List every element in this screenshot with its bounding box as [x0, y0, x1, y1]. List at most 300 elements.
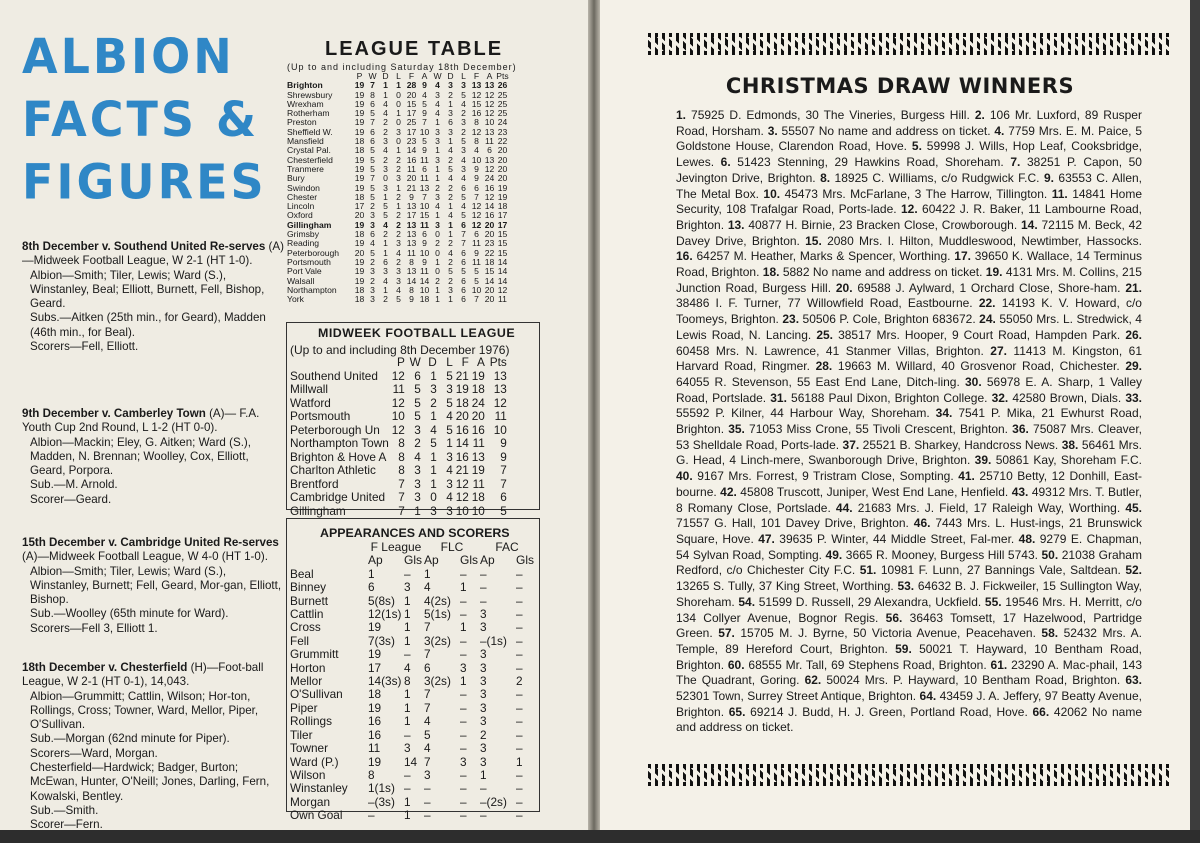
winner-number: 11. — [1051, 186, 1068, 201]
table-cell: Watford — [290, 395, 331, 410]
table-cell: 6 — [370, 229, 375, 240]
match-line: Scorer—Geard. — [30, 492, 112, 506]
table-cell: – — [516, 727, 523, 742]
table-cell: 3 — [414, 490, 421, 504]
table-cell: 18 — [354, 229, 365, 240]
table-cell: – — [516, 687, 523, 702]
table-cell: 5 — [370, 108, 375, 119]
column-header: L — [446, 355, 453, 369]
table-cell: 21 — [455, 463, 469, 477]
table-cell: 13 — [493, 382, 507, 396]
table-cell: 1 — [435, 210, 440, 221]
table-cell: 4 — [448, 173, 453, 184]
table-cell: – — [460, 647, 467, 662]
table-cell: 18 — [455, 395, 469, 410]
table-cell: 3 — [446, 449, 453, 464]
table-row — [290, 635, 534, 648]
table-cell: 12 — [471, 210, 482, 221]
match-report — [22, 240, 284, 354]
winner-number: 16. — [676, 249, 693, 264]
winner-text: 11413 M. Kingston, 61 Harvard Road, Ringmer. — [676, 343, 1142, 374]
winner-number: 37. — [842, 437, 860, 452]
table-cell: 17 — [406, 126, 417, 137]
table-cell: –(1s) — [480, 633, 507, 648]
table-cell: 9 — [409, 191, 414, 202]
table-cell: Morgan — [290, 794, 330, 809]
table-cell: 19 — [354, 182, 365, 193]
table-cell: 2 — [435, 275, 440, 286]
winner-number: 19. — [985, 265, 1003, 280]
winner-text: 13265 S. Tully, 37 King Street, Worthing. — [676, 579, 894, 594]
table-cell: 1 — [435, 294, 440, 305]
table-cell: 2 — [448, 154, 453, 165]
winner-number: 36. — [1012, 422, 1029, 437]
table-cell: 3 — [370, 266, 375, 277]
winner-text: 71053 Miss Crone, 55 Tivoli Crescent, Brighton. — [749, 422, 1009, 437]
table-cell: 3 — [383, 182, 388, 193]
table-cell: 9 — [474, 163, 479, 174]
table-cell: – — [460, 767, 467, 782]
table-cell: 18 — [484, 256, 495, 267]
table-cell: 15 — [406, 98, 417, 109]
table-row — [290, 729, 534, 742]
table-cell: 4 — [461, 98, 466, 109]
column-header: A — [421, 71, 428, 81]
match-title: 8th December v. Southend United Re-serves — [22, 240, 266, 253]
table-cell: Gillingham — [290, 503, 346, 518]
winner-text: 9279 E. Chapman, 54 Sylvan Road, Sompting. — [676, 531, 1142, 562]
table-cell: – — [480, 593, 487, 608]
table-cell: 3 — [435, 219, 440, 230]
table-cell: 19 — [354, 98, 365, 109]
table-cell: 18 — [471, 490, 485, 504]
table-cell: 3 — [396, 266, 401, 277]
winner-number: 45. — [1125, 500, 1143, 515]
table-cell: Wrexham — [287, 98, 324, 109]
table-cell: – — [460, 607, 467, 622]
winner-number: 47. — [758, 531, 775, 546]
table-cell: 0 — [396, 89, 401, 100]
match-report — [22, 407, 284, 507]
match-result: (H)—Foot-ball League, W 2-1 (HT 0-1), 14,043. — [22, 661, 264, 689]
winner-entry — [728, 422, 1012, 436]
table-cell: 19 — [354, 173, 365, 184]
table-cell: Grimsby — [287, 229, 319, 240]
table-cell: 8 — [370, 89, 375, 100]
table-cell: Southend United — [290, 368, 378, 383]
match-title: 18th December v. Chesterfield — [22, 661, 188, 674]
table-cell: 4 — [448, 210, 453, 221]
table-cell: 13 — [484, 80, 495, 91]
table-cell: 3 — [480, 700, 487, 715]
table-cell: 20 — [484, 229, 495, 240]
table-cell: 9 — [409, 294, 414, 305]
column-header: W — [433, 71, 442, 81]
table-cell: Crystal Pal. — [287, 145, 331, 156]
table-cell: – — [404, 781, 411, 796]
winner-number: 25. — [816, 327, 833, 342]
table-cell: 5 — [446, 368, 453, 383]
table-cell: 18 — [354, 191, 365, 202]
table-cell: 4 — [424, 741, 431, 756]
table-row — [290, 796, 534, 809]
table-cell: 12 — [471, 89, 482, 100]
table-cell: 3 — [404, 580, 411, 595]
table-cell: Horton — [290, 660, 326, 675]
table-cell: 1 — [448, 294, 453, 305]
table-cell: 10 — [484, 117, 495, 128]
table-cell: 19 — [497, 182, 508, 193]
table-cell: 19 — [368, 647, 382, 662]
table-cell: 6 — [414, 368, 421, 383]
winner-number: 18. — [762, 265, 780, 280]
decorative-border-top — [648, 33, 1170, 55]
winner-text: 69214 J. Budd, H. J. Green, Portland Road, Hove. — [750, 704, 1028, 719]
table-cell: 5 — [370, 191, 375, 202]
table-cell: Chesterfield — [287, 154, 333, 165]
table-cell: – — [460, 781, 467, 796]
table-cell: 11 — [472, 436, 485, 450]
table-cell: 6 — [474, 182, 479, 193]
table-cell: 18 — [354, 136, 365, 147]
table-cell: 5 — [461, 89, 466, 100]
winner-number: 53. — [897, 579, 915, 594]
table-cell: Lincoln — [287, 201, 315, 212]
table-cell: 1 — [448, 229, 453, 240]
table-cell: 6 — [422, 229, 427, 240]
table-cell: Tiler — [290, 727, 313, 742]
table-cell: 19 — [368, 754, 382, 769]
table-cell: 12 — [471, 219, 482, 230]
table-cell: 0 — [396, 117, 401, 128]
table-cell: 16 — [455, 422, 469, 437]
winner-text: 25710 Betty, 12 Donhill, East-bourne. — [676, 469, 1142, 499]
table-cell: 20 — [497, 154, 508, 165]
table-cell: 4 — [383, 108, 388, 119]
winner-text: 25521 B. Sharkey, Handcross News. — [862, 437, 1059, 452]
table-cell: 5 — [474, 275, 479, 286]
table-cell: Burnett — [290, 593, 329, 608]
table-cell: 6 — [422, 163, 427, 174]
match-line: Albion—Mackin; Eley, G. Aitken; Ward (S.), Madden, N. Brennan; Woolley, Cox, Elliott, Geard, Porpora. — [30, 435, 251, 478]
match-line: Sub.—M. Arnold. — [30, 478, 118, 492]
winner-number: 3. — [767, 123, 778, 138]
table-cell: Port Vale — [287, 266, 322, 277]
table-cell: 1 — [396, 145, 401, 156]
winner-text: 39650 K. Wallace, 14 Terminus Road, Brighton. — [676, 249, 1142, 280]
table-cell: 2 — [383, 154, 388, 165]
winner-text: 55592 P. Kilner, 44 Harbour Way, Shoreham. — [676, 406, 930, 421]
winner-text: 38486 I. F. Turner, 77 Willowfield Road, Eastbourne. — [676, 296, 973, 311]
table-cell: – — [480, 580, 487, 595]
table-cell: 17 — [368, 660, 382, 675]
table-cell: 4 — [448, 145, 453, 156]
winner-number: 27. — [990, 343, 1007, 358]
table-cell: 13 — [471, 80, 482, 91]
column-header: P — [356, 71, 363, 81]
table-cell: 2 — [396, 256, 401, 267]
table-cell: 3 — [480, 660, 487, 675]
match-report — [22, 536, 284, 636]
table-cell: 7 — [422, 191, 427, 202]
winner-entry — [728, 658, 991, 672]
table-cell: 1 — [404, 687, 411, 702]
winner-number: 26. — [1125, 327, 1143, 342]
table-cell: 24 — [471, 395, 485, 410]
table-cell: 1 — [383, 284, 388, 295]
table-cell: 4 — [422, 89, 427, 100]
winner-text: 63553 C. Allen, The Metal Box. — [676, 170, 1143, 201]
table-cell: 25 — [497, 108, 508, 119]
winner-text: 2080 Mrs. I. Hilton, Muddleswood, Newtimber, Hassocks. — [827, 233, 1142, 248]
table-cell: – — [516, 781, 523, 796]
table-cell: – — [460, 700, 467, 715]
table-cell: 3 — [460, 754, 467, 769]
table-cell: 2 — [461, 126, 466, 137]
table-cell: 9 — [500, 449, 507, 464]
table-cell: 13 — [493, 368, 507, 383]
table-cell: 3 — [480, 714, 487, 729]
group-header: FAC — [495, 540, 519, 554]
table-cell: 21 — [406, 182, 417, 193]
table-cell: Binney — [290, 580, 327, 595]
winner-entry — [676, 469, 958, 483]
winner-entry — [816, 359, 1126, 373]
winner-entry — [820, 171, 1044, 185]
table-cell: 7 — [424, 754, 431, 769]
table-cell: 5 — [383, 201, 388, 212]
table-cell: Bury — [287, 173, 305, 184]
table-cell: 7 — [461, 238, 466, 249]
table-cell: 19 — [354, 80, 365, 91]
winner-number: 39. — [974, 453, 992, 468]
table-cell: 1 — [368, 566, 375, 581]
table-cell: 10 — [471, 503, 485, 518]
table-cell: 6 — [370, 98, 375, 109]
table-cell: 17 — [354, 201, 365, 212]
table-cell: 20 — [406, 89, 417, 100]
table-row — [290, 662, 534, 675]
match-line: Subs.—Aitken (25th min., for Geard), Madden (46th min., for Beal). — [30, 311, 266, 339]
winner-text: 38517 Mrs. Hooper, 9 Court Road, Hampden Park. — [838, 327, 1121, 342]
table-cell: 4 — [435, 98, 440, 109]
table-cell: 12(1s) — [368, 607, 402, 622]
winner-number: 15. — [805, 233, 822, 248]
table-cell: 20 — [497, 145, 508, 156]
table-cell: 20 — [406, 173, 417, 184]
table-cell: 6 — [461, 182, 466, 193]
table-cell: 19 — [354, 163, 365, 174]
table-cell: 14(3s) — [368, 674, 402, 689]
table-cell: 18 — [354, 294, 365, 305]
table-cell: 5(8s) — [368, 593, 395, 608]
table-cell: 2 — [430, 395, 437, 410]
table-cell: 21 — [455, 368, 469, 383]
table-cell: 14 — [404, 754, 418, 769]
table-cell: Brentford — [290, 476, 339, 491]
winner-text: 52301 Town, Surrey Street Antique, Brighton. — [676, 689, 917, 704]
table-cell: 10 — [471, 154, 482, 165]
match-line: Albion—Smith; Tiler, Lewis; Ward (S.), Winstanley, Beal; Elliott, Burnett, Fell, Bishop, Geard. — [30, 268, 265, 311]
table-cell: 3 — [461, 80, 466, 91]
table-cell: – — [404, 647, 411, 662]
table-cell: 1 — [396, 182, 401, 193]
table-cell: 7 — [398, 476, 405, 491]
table-cell: 3 — [435, 126, 440, 137]
winner-number: 61. — [990, 657, 1008, 672]
table-cell: 4 — [383, 275, 388, 286]
table-cell: 19 — [354, 266, 365, 277]
table-cell: Peterborough — [287, 247, 340, 258]
table-cell: 6 — [487, 145, 492, 156]
table-cell: 5 — [448, 266, 453, 277]
table-cell: 3 — [383, 266, 388, 277]
table-cell: Piper — [290, 700, 318, 715]
column-header: D — [428, 355, 437, 369]
table-cell: 28 — [406, 80, 417, 91]
winner-number: 20. — [835, 280, 853, 295]
table-cell: 16 — [484, 210, 495, 221]
winner-text: 9167 Mrs. Forrest, 9 Tristram Close, Sompting. — [697, 469, 954, 484]
table-cell: 24 — [497, 117, 508, 128]
winner-entry — [816, 328, 1125, 342]
match-report — [22, 661, 284, 830]
table-cell: 1 — [404, 607, 411, 622]
table-row — [290, 424, 507, 438]
table-cell: 8 — [474, 136, 479, 147]
table-cell: Cross — [290, 620, 321, 635]
table-cell: 7 — [500, 476, 507, 491]
table-cell: 3(2s) — [424, 633, 451, 648]
winner-number: 38. — [1061, 437, 1079, 452]
table-cell: 1 — [430, 463, 437, 477]
winner-text: 50021 T. Hayward, 10 Bentham Road, Brighton. — [676, 641, 1142, 672]
winner-text: 68555 Mr. Tall, 69 Stephens Road, Brighton. — [748, 657, 987, 672]
table-cell: 25 — [406, 117, 417, 128]
table-cell: 13 — [484, 126, 495, 137]
winner-number: 21. — [1125, 280, 1142, 295]
winner-entry — [729, 705, 1033, 719]
winner-text: 50861 Kay, Shoreham F.C. — [995, 453, 1142, 468]
table-cell: 2 — [370, 201, 375, 212]
match-title: 9th December v. Camberley Town — [22, 407, 206, 420]
winner-text: 75925 D. Edmonds, 30 The Vineries, Burgess Hill. — [691, 108, 970, 122]
winner-entry — [763, 187, 1051, 201]
table-cell: 4 — [435, 80, 440, 91]
table-cell: 19 — [471, 368, 485, 383]
table-cell: 11 — [407, 247, 416, 258]
table-cell: 7 — [398, 490, 405, 504]
match-line: Chesterfield—Hardwick; Badger, Burton; McEwan, Hunter, O'Neill; Jones, Darling, Fern, Kowalski, Bentley. — [30, 761, 270, 803]
table-cell: Towner — [290, 741, 329, 756]
table-cell: 0 — [430, 490, 437, 504]
table-cell: 3 — [460, 660, 467, 675]
column-header: Ap — [368, 553, 383, 568]
table-cell: 1 — [383, 80, 388, 91]
table-cell: 1 — [430, 449, 437, 464]
winner-number: 52. — [1125, 563, 1143, 578]
winner-text: 39635 P. Winter, 44 Middle Street, Fal-mer. — [779, 531, 1015, 546]
table-cell: 3 — [396, 275, 401, 286]
table-cell: 3 — [396, 126, 401, 137]
table-cell: 5 — [370, 154, 375, 165]
table-cell: 1 — [396, 108, 401, 119]
table-cell: 7 — [370, 117, 375, 128]
winner-text: 7541 P. Mika, 21 Ewhurst Road, Brighton. — [676, 406, 1142, 437]
table-cell: Fell — [290, 633, 310, 648]
table-cell: 16 — [484, 182, 495, 193]
table-cell: 1 — [448, 219, 453, 230]
winner-number: 22. — [978, 296, 996, 311]
table-cell: 9 — [474, 173, 479, 184]
table-cell: 11 — [472, 256, 481, 267]
match-line: Sub.—Smith. — [30, 803, 99, 817]
table-cell: 19 — [497, 191, 508, 202]
winner-text: 42580 Brown, Dials. — [1012, 390, 1122, 405]
table-cell: 1 — [404, 700, 411, 715]
table-cell: 19 — [354, 256, 365, 267]
table-cell: 3 — [430, 503, 437, 518]
table-cell: 15 — [497, 229, 508, 240]
table-cell: – — [516, 566, 523, 581]
table-cell: 5 — [448, 163, 453, 174]
table-cell: 4 — [446, 490, 453, 504]
table-cell: 19 — [455, 382, 469, 396]
table-cell: – — [460, 727, 467, 742]
table-cell: – — [516, 794, 523, 809]
winner-entry — [836, 281, 1125, 295]
table-cell: – — [516, 607, 523, 622]
table-cell: 13 — [484, 154, 495, 165]
winner-number: 51. — [859, 563, 877, 578]
table-cell: Wilson — [290, 767, 326, 782]
table-cell: 3 — [480, 620, 487, 635]
winner-number: 64. — [919, 689, 937, 704]
table-cell: 2 — [370, 275, 375, 286]
table-cell: 9 — [474, 247, 479, 258]
winner-entry — [782, 312, 979, 326]
table-cell: – — [516, 767, 523, 782]
table-cell: 3 — [448, 126, 453, 137]
table-cell: 8 — [398, 463, 405, 477]
table-cell: 11 — [407, 163, 416, 174]
table-cell: Brighton — [287, 80, 323, 91]
table-cell: 5 — [446, 395, 453, 410]
table-cell: 4 — [383, 145, 388, 156]
table-cell: 6 — [448, 117, 453, 128]
table-cell: 13 — [419, 182, 430, 193]
table-cell: 14 — [419, 275, 430, 286]
table-cell: 3 — [435, 89, 440, 100]
league-table — [287, 72, 509, 304]
table-cell: 5 — [461, 191, 466, 202]
table-cell: 3 — [480, 674, 487, 689]
table-cell: 17 — [406, 108, 417, 119]
table-cell: 10 — [419, 247, 430, 258]
winner-entry — [676, 108, 975, 122]
table-row — [290, 451, 507, 465]
table-cell: Northampton Town — [290, 436, 389, 450]
table-row — [290, 715, 534, 728]
table-cell: 2 — [396, 229, 401, 240]
table-cell: 13 — [406, 266, 417, 277]
table-cell: 16 — [471, 108, 482, 119]
match-line: Scorers—Ward, Morgan. — [30, 746, 158, 760]
table-cell: 3 — [435, 136, 440, 147]
winner-text: 23290 A. Mac-phail, 143 The Quadrant, Goring. — [676, 657, 1142, 688]
table-cell: 6 — [370, 126, 375, 137]
table-cell: – — [516, 633, 523, 648]
